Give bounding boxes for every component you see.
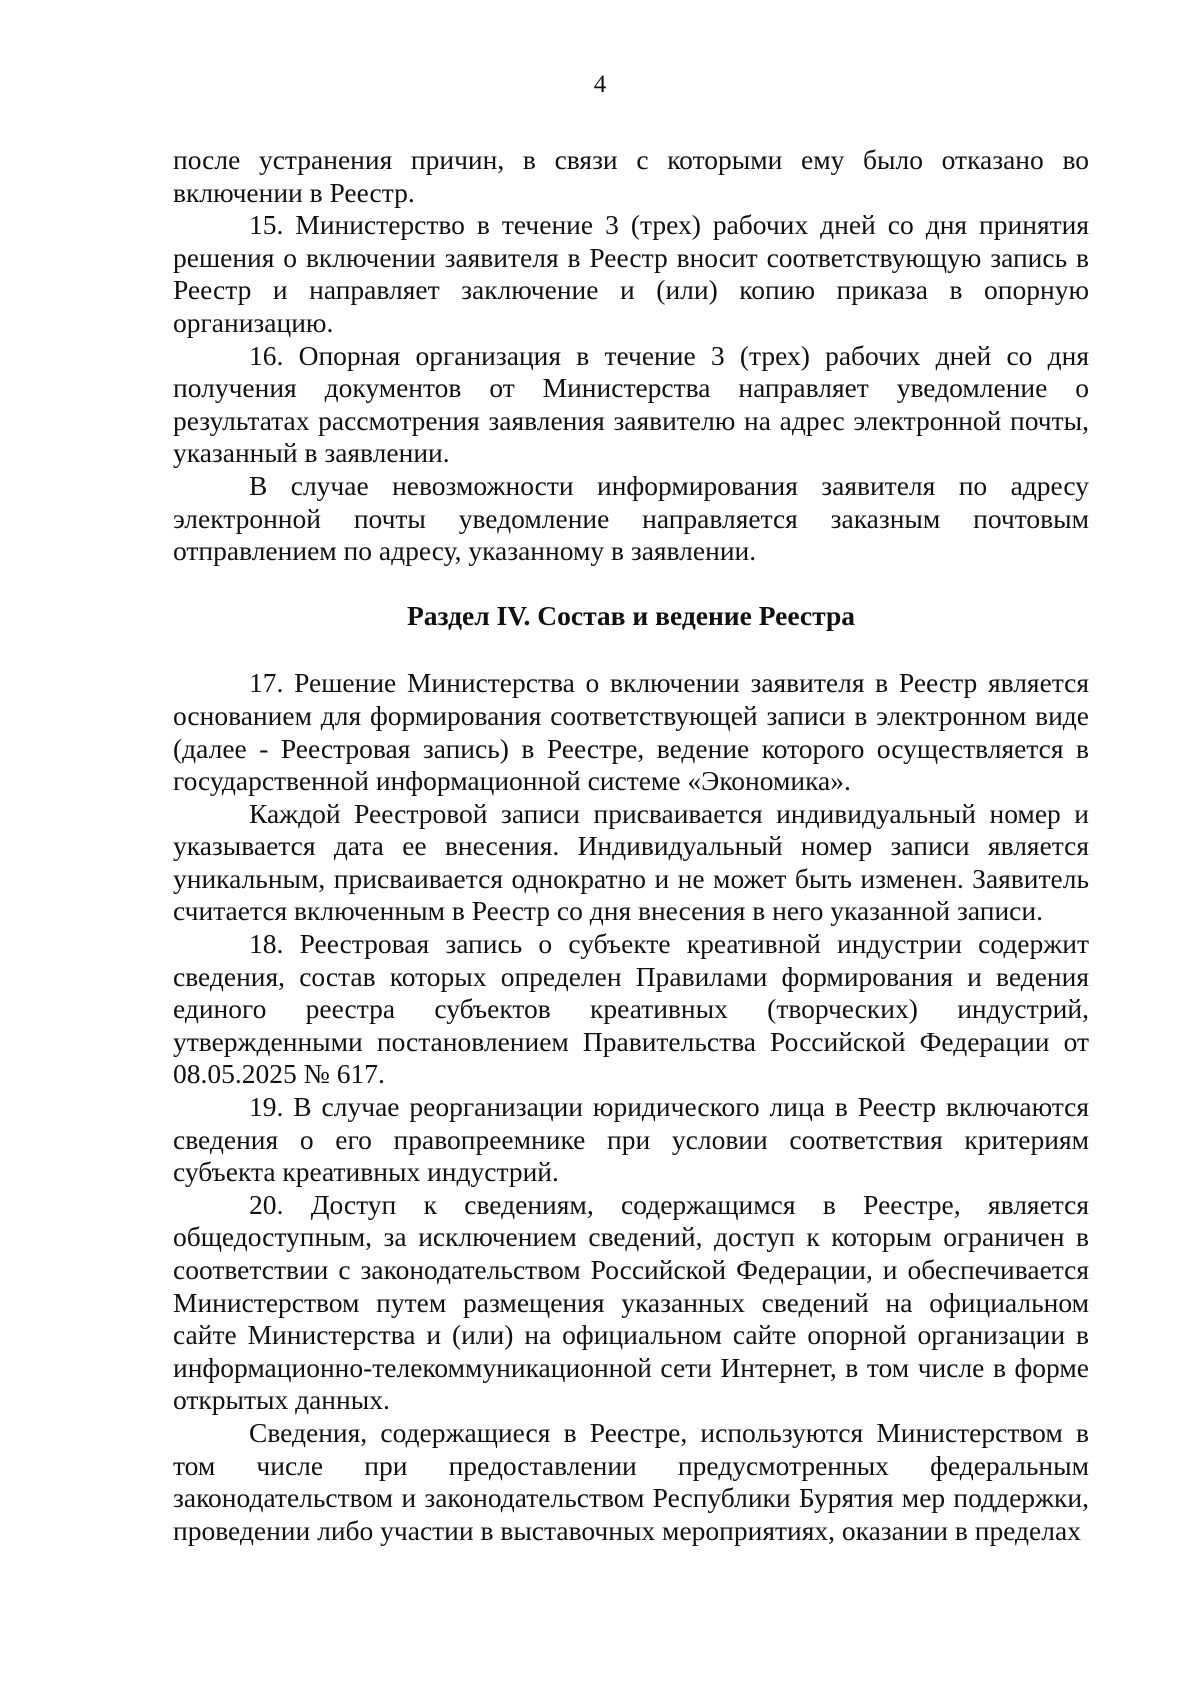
paragraph: 15. Министерство в течение 3 (трех) рабочих дней со дня принятия решения о включении заявителя в Реестр вносит соответствующую запись в Реестр и направляет заключение и (или) копию приказа в опорную организацию. xyxy=(173,209,1089,338)
paragraph: 16. Опорная организация в течение 3 (трех) рабочих дней со дня получения документов от Министерства направляет уведомление о результатах рассмотрения заявления заявителю на адрес электронной почты, указанный в заявлении. xyxy=(173,339,1089,469)
paragraphs-before-heading xyxy=(173,144,1089,568)
paragraph: 19. В случае реорганизации юридического лица в Реестр включаются сведения о его правопреемнике при условии соответствия критериям субъекта креативных индустрий. xyxy=(173,1091,1089,1188)
paragraph: после устранения причин, в связи с которыми ему было отказано во включении в Реестр. xyxy=(173,144,1089,208)
paragraph: Каждой Реестровой записи присваивается индивидуальный номер и указывается дата ее внесения. Индивидуальный номер записи является уникальным, присваивается однократно и не может быть изменен. Заявитель считается включенным в Реестр со дня внесения в него указанной записи. xyxy=(173,797,1089,927)
section-heading: Раздел IV. Состав и ведение Реестра xyxy=(406,599,855,631)
paragraph: 20. Доступ к сведениям, содержащимся в Реестре, является общедоступным, за исключением сведений, доступ к которым ограничен в соответствии с законодательством Российской Федерации, и обеспечивается Министерством путем размещения указанных сведений на официальном сайте Министерства и (или) на официальном сайте опорной организации в информационно-телекоммуникационной сети Интернет, в том числе в форме открытых данных. xyxy=(173,1188,1089,1416)
paragraph: 18. Реестровая запись о субъекте креативной индустрии содержит сведения, состав которых определен Правилами формирования и ведения единого реестра субъектов креативных (творческих) индустрий, утвержденными постановлением Правительства Российской Федерации от 08.05.2025 № 617. xyxy=(173,928,1089,1090)
paragraphs-after-heading xyxy=(173,667,1089,1547)
paragraph: В случае невозможности информирования заявителя по адресу электронной почты уведомление направляется заказным почтовым отправлением по адресу, указанному в заявлении. xyxy=(173,469,1089,567)
paragraph: Сведения, содержащиеся в Реестре, используются Министерством в том числе при предоставлении предусмотренных федеральным законодательством и законодательством Республики Бурятия мер поддержки, проведении либо участии в выставочных мероприятиях, оказании в пределах xyxy=(173,1416,1089,1546)
page-number: 4 xyxy=(593,71,607,98)
paragraph: 17. Решение Министерства о включении заявителя в Реестр является основанием для формирования соответствующей записи в электронном виде (далее - Реестровая запись) в Реестре, ведение которого осуществляется в государственной информационной системе «Экономика». xyxy=(173,667,1089,797)
document-body xyxy=(173,144,1089,1547)
